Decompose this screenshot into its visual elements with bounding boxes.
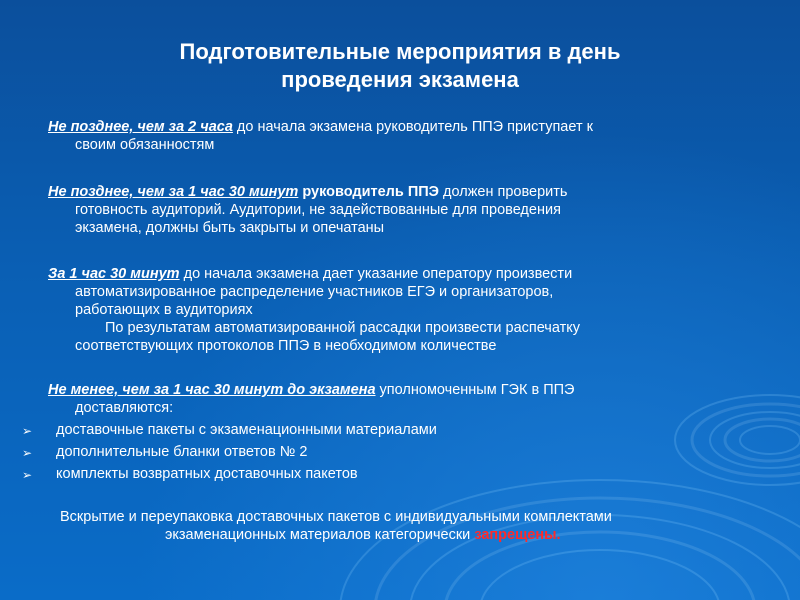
p2-text-3: экзамена, должны быть закрыты и опечатаны: [75, 220, 385, 236]
list-item: [22, 442, 437, 464]
title-line-1: Подготовительные мероприятия в день: [179, 39, 621, 64]
p3-text-2: автоматизированное распределение участников ЕГЭ и организаторов,: [75, 284, 554, 300]
paragraph-1h30-check: [48, 183, 768, 237]
paragraph-1h30-operator: [48, 265, 768, 355]
delivery-list: [22, 420, 437, 486]
title-line-2: проведения экзамена: [281, 67, 519, 92]
list-item: [22, 420, 437, 442]
list-item-text: доставочные пакеты с экзаменационными материалами: [56, 422, 437, 438]
p4-text-2: доставляются:: [75, 400, 174, 416]
deadline-2-hours: Не позднее, чем за 2 часа: [48, 119, 233, 135]
deadline-1h30-operator: За 1 час 30 минут: [48, 266, 180, 282]
paragraph-delivery: [48, 381, 768, 417]
forbidden-warning: запрещены.: [474, 527, 561, 543]
p3-text-4: По результатам автоматизированной рассадки произвести распечатку: [105, 320, 581, 336]
list-item: [22, 464, 437, 486]
deadline-1h30: Не позднее, чем за 1 час 30 минут: [48, 184, 299, 200]
p2-text-2: готовность аудиторий. Аудитории, не задействованные для проведения: [75, 202, 561, 218]
p1-text-1: до начала экзамена руководитель ППЭ приступает к: [232, 119, 593, 135]
p2-bold: руководитель ППЭ: [298, 184, 439, 200]
final-text-1: Вскрытие и переупаковка доставочных пакетов с индивидуальными комплектами: [60, 509, 612, 525]
list-item-text: комплекты возвратных доставочных пакетов: [56, 466, 358, 482]
page-title: [100, 38, 700, 94]
final-text-2: экзаменационных материалов категорически: [165, 527, 475, 543]
arrow-bullet-icon: ➢: [22, 468, 33, 482]
p3-text-3: работающих в аудиториях: [75, 302, 253, 318]
p2-text-1: должен проверить: [439, 184, 568, 200]
p1-text-2: своим обязанностям: [75, 137, 215, 153]
final-line-2: [60, 526, 750, 544]
final-note: [60, 508, 750, 544]
p3-text-5: соответствующих протоколов ППЭ в необходимом количестве: [75, 338, 497, 354]
list-item-text: дополнительные бланки ответов № 2: [56, 444, 308, 460]
p4-text-1: уполномоченным ГЭК в ППЭ: [375, 382, 575, 398]
deadline-delivery: Не менее, чем за 1 час 30 минут до экзамена: [48, 382, 376, 398]
arrow-bullet-icon: ➢: [22, 446, 33, 460]
arrow-bullet-icon: ➢: [22, 424, 33, 438]
p3-text-1: до начала экзамена дает указание оператору произвести: [179, 266, 573, 282]
paragraph-2-hours: [48, 118, 768, 154]
